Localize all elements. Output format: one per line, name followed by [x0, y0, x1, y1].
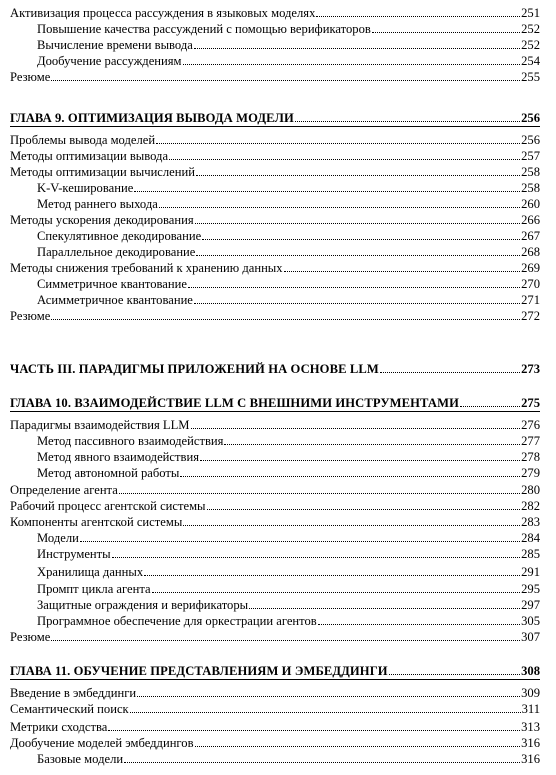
entry-page: 272 — [521, 309, 540, 323]
toc-subentry — [37, 432, 540, 448]
entry-page: 284 — [521, 531, 540, 545]
entry-page: 283 — [521, 515, 540, 529]
entry-page: 269 — [521, 261, 540, 275]
heading-page: 308 — [521, 664, 540, 678]
dot-leader — [134, 191, 520, 192]
toc-entry — [10, 513, 540, 529]
entry-title: Промпт цикла агента — [37, 582, 151, 596]
entry-title: Метод пассивного взаимодействия — [37, 434, 224, 448]
dot-leader — [372, 32, 520, 33]
entry-page: 254 — [521, 54, 540, 68]
dot-leader — [183, 525, 520, 526]
entry-title: Симметричное квантование — [37, 277, 187, 291]
toc-entry — [10, 481, 540, 497]
entry-title: Спекулятивное декодирование — [37, 229, 202, 243]
entry-title: Резюме — [10, 309, 51, 323]
dot-leader — [130, 712, 521, 713]
dot-leader — [188, 287, 520, 288]
dot-leader — [51, 640, 520, 641]
entry-page: 280 — [521, 483, 540, 497]
dot-leader — [180, 476, 520, 477]
dot-leader — [169, 159, 520, 160]
toc-subentry — [37, 275, 540, 291]
dot-leader — [137, 696, 520, 697]
entry-title: Резюме — [10, 70, 51, 84]
toc-entry — [10, 68, 540, 84]
dot-leader — [156, 143, 520, 144]
entry-page: 252 — [521, 22, 540, 36]
entry-title: Базовые модели — [37, 752, 124, 766]
heading-rule — [10, 126, 540, 127]
dot-leader — [200, 460, 520, 461]
entry-title: Резюме — [10, 630, 51, 644]
chapter-heading — [10, 662, 540, 678]
dot-leader — [159, 207, 520, 208]
toc-entry — [10, 307, 540, 323]
entry-title: Инструменты — [37, 547, 111, 561]
entry-title: Семантический поиск — [10, 702, 129, 716]
entry-page: 268 — [521, 245, 540, 259]
entry-page: 260 — [521, 197, 540, 211]
entry-title: Хранилища данных — [37, 565, 144, 579]
entry-title: Повышение качества рассуждений с помощью верификаторов — [37, 22, 371, 36]
entry-title: Парадигмы взаимодействия LLM — [10, 418, 190, 432]
toc-entry — [10, 147, 540, 163]
toc-entry — [10, 4, 540, 20]
heading-title: ЧАСТЬ III. ПАРАДИГМЫ ПРИЛОЖЕНИЙ НА ОСНОВЕ LLM — [10, 362, 379, 376]
entry-page: 307 — [521, 630, 540, 644]
dot-leader — [196, 175, 520, 176]
dot-leader — [196, 255, 520, 256]
entry-title: Методы ускорения декодирования — [10, 213, 194, 227]
toc-entry — [10, 497, 540, 513]
entry-title: Параллельное декодирование — [37, 245, 196, 259]
toc-subentry — [37, 243, 540, 259]
entry-page: 309 — [521, 686, 540, 700]
toc-subentry — [37, 291, 540, 307]
dot-leader — [295, 121, 520, 122]
entry-title: Асимметричное квантование — [37, 293, 193, 307]
entry-page: 311 — [521, 702, 540, 716]
entry-page: 258 — [521, 165, 540, 179]
entry-title: Определение агента — [10, 483, 118, 497]
toc-subentry — [37, 596, 540, 612]
dot-leader — [202, 239, 520, 240]
entry-title: Метод автономной работы — [37, 466, 180, 480]
toc-entry — [10, 416, 540, 432]
heading-page: 275 — [521, 396, 540, 410]
entry-title: Рабочий процесс агентской системы — [10, 499, 206, 513]
dot-leader — [51, 319, 520, 320]
entry-page: 316 — [521, 736, 540, 750]
entry-title: K-V-кеширование — [37, 181, 134, 195]
entry-page: 252 — [521, 38, 540, 52]
dot-leader — [224, 444, 520, 445]
dot-leader — [183, 64, 521, 65]
dot-leader — [318, 624, 520, 625]
entry-title: Методы оптимизации вычислений — [10, 165, 195, 179]
dot-leader — [207, 509, 521, 510]
entry-page: 256 — [521, 133, 540, 147]
entry-page: 285 — [521, 547, 540, 561]
entry-page: 277 — [521, 434, 540, 448]
entry-title: Компоненты агентской системы — [10, 515, 183, 529]
dot-leader — [195, 746, 521, 747]
toc-entry — [10, 628, 540, 644]
part-heading — [10, 360, 540, 376]
toc-entry — [10, 734, 540, 750]
entry-page: 295 — [521, 582, 540, 596]
toc-entry — [10, 700, 540, 716]
toc-subentry — [37, 464, 540, 480]
entry-page: 255 — [521, 70, 540, 84]
dot-leader — [249, 608, 520, 609]
toc-subentry — [37, 227, 540, 243]
dot-leader — [284, 271, 521, 272]
dot-leader — [195, 223, 520, 224]
dot-leader — [152, 592, 521, 593]
toc-entry — [10, 211, 540, 227]
entry-page: 282 — [521, 499, 540, 513]
entry-page: 305 — [521, 614, 540, 628]
entry-page: 257 — [521, 149, 540, 163]
entry-page: 271 — [521, 293, 540, 307]
toc-entry — [10, 718, 540, 734]
dot-leader — [51, 80, 520, 81]
heading-rule — [10, 411, 540, 412]
dot-leader — [194, 48, 520, 49]
entry-page: 270 — [521, 277, 540, 291]
toc-subentry — [37, 195, 540, 211]
entry-page: 313 — [521, 720, 540, 734]
toc-subentry — [37, 580, 540, 596]
toc-entry — [10, 259, 540, 275]
entry-title: Методы оптимизации вывода — [10, 149, 169, 163]
entry-title: Вычисление времени вывода — [37, 38, 193, 52]
entry-title: Дообучение рассуждениям — [37, 54, 182, 68]
entry-page: 258 — [521, 181, 540, 195]
heading-rule — [10, 679, 540, 680]
dot-leader — [119, 493, 520, 494]
entry-title: Модели — [37, 531, 79, 545]
dot-leader — [380, 372, 520, 373]
dot-leader — [108, 730, 520, 731]
entry-title: Защитные ограждения и верификаторы — [37, 598, 249, 612]
heading-page: 273 — [521, 362, 540, 376]
toc-entry — [10, 684, 540, 700]
entry-title: Проблемы вывода моделей — [10, 133, 156, 147]
entry-page: 297 — [521, 598, 540, 612]
toc-subentry — [37, 448, 540, 464]
entry-page: 276 — [521, 418, 540, 432]
entry-title: Введение в эмбеддинги — [10, 686, 137, 700]
toc-subentry — [37, 36, 540, 52]
entry-title: Метод явного взаимодействия — [37, 450, 199, 464]
toc-subentry — [37, 563, 540, 579]
entry-page: 266 — [521, 213, 540, 227]
dot-leader — [460, 406, 520, 407]
dot-leader — [80, 541, 520, 542]
entry-page: 291 — [521, 565, 540, 579]
heading-page: 256 — [521, 111, 540, 125]
dot-leader — [144, 575, 520, 576]
entry-page: 316 — [521, 752, 540, 766]
entry-title: Активизация процесса рассуждения в языковых моделях — [10, 6, 316, 20]
toc-subentry — [37, 612, 540, 628]
dot-leader — [194, 303, 520, 304]
heading-title: ГЛАВА 11. ОБУЧЕНИЕ ПРЕДСТАВЛЕНИЯМ И ЭМБЕДДИНГИ — [10, 664, 388, 678]
toc-subentry — [37, 750, 540, 766]
entry-title: Дообучение моделей эмбеддингов — [10, 736, 194, 750]
chapter-heading — [10, 394, 540, 410]
entry-page: 279 — [521, 466, 540, 480]
toc-entry — [10, 163, 540, 179]
dot-leader — [124, 762, 520, 763]
entry-page: 251 — [521, 6, 540, 20]
entry-title: Программное обеспечение для оркестрации агентов — [37, 614, 317, 628]
entry-title: Методы снижения требований к хранению данных — [10, 261, 283, 275]
entry-title: Метрики сходства — [10, 720, 108, 734]
dot-leader — [316, 16, 520, 17]
dot-leader — [112, 557, 521, 558]
toc-subentry — [37, 52, 540, 68]
entry-page: 278 — [521, 450, 540, 464]
heading-title: ГЛАВА 9. ОПТИМИЗАЦИЯ ВЫВОДА МОДЕЛИ — [10, 111, 294, 125]
chapter-heading — [10, 109, 540, 125]
toc-subentry — [37, 545, 540, 561]
heading-title: ГЛАВА 10. ВЗАИМОДЕЙСТВИЕ LLM С ВНЕШНИМИ ИНСТРУМЕНТАМИ — [10, 396, 459, 410]
toc-subentry — [37, 20, 540, 36]
dot-leader — [389, 674, 520, 675]
entry-page: 267 — [521, 229, 540, 243]
toc-subentry — [37, 529, 540, 545]
toc-subentry — [37, 179, 540, 195]
entry-title: Метод раннего выхода — [37, 197, 158, 211]
dot-leader — [191, 428, 521, 429]
toc-entry — [10, 131, 540, 147]
